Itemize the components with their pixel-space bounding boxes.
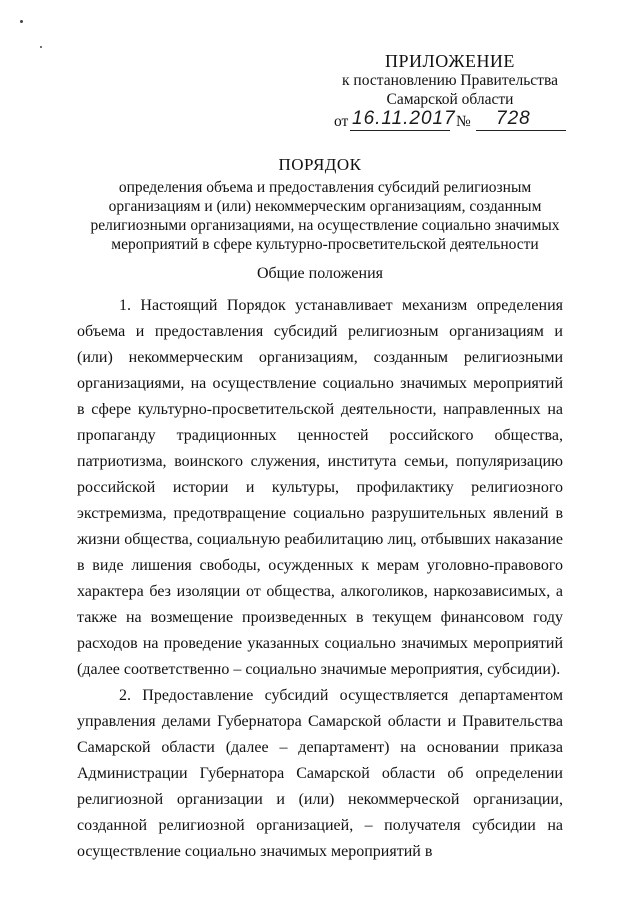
appendix-block <box>300 52 600 131</box>
date-prefix: от <box>334 113 349 130</box>
scan-artifact-dot <box>40 46 42 48</box>
number-underline <box>476 130 566 131</box>
scan-artifact-dot <box>20 20 23 23</box>
appendix-line-region: Самарской области <box>386 91 514 108</box>
handwritten-number: 728 <box>496 108 531 129</box>
handwritten-date: 16.11.2017 <box>352 108 456 129</box>
appendix-line-resolution: к постановлению Правительства <box>342 72 558 89</box>
section-heading: Общие положения <box>256 265 384 282</box>
date-underline <box>350 130 450 131</box>
paragraph-2: 2. Предоставление субсидий осуществляется департаментом управления делами Губернатора Самарской области и Правительства Самарской области (далее – департамент) на основании приказа Администрации Губернатора Самарской области об определении религиозной организации и (или) некоммерческой организации, созданной религиозной организацией, – получателя субсидии на осуществление социально значимых мероприятий в <box>77 687 563 860</box>
document-title: ПОРЯДОК <box>278 155 362 174</box>
paragraph-1: 1. Настоящий Порядок устанавливает механизм определения объема и предоставления субсидий религиозным организациям и (или) некоммерческим организациям, созданным религиозными организациями, на осуществление социально значимых мероприятий в сфере культурно-просветительской деятельности, направленных на пропаганду традиционных ценностей российского общества, патриотизма, воинского служения, института семьи, популяризацию российской истории и культуры, профилактику религиозного экстремизма, предотвращение социально разрушительных явлений в жизни общества, социальную реабилитацию лиц, отбывших наказание в виде лишения свободы, осужденных к мерам уголовно-правового характера без изоляции от общества, алкоголиков, наркозависимых, а также на возмещение произведенных в текущем финансовом году расходов на проведение указанных социально значимых мероприятий (далее соответственно – социально значимые мероприятия, субсидии). <box>77 297 563 678</box>
document-subtitle: определения объема и предоставления субсидий религиозным организациям и (или) некоммерческим организациям, созданным религиозными организациями, на осуществление социально значимых мероприятий в сфере культурно-просветительской деятельности <box>90 179 560 253</box>
appendix-title: ПРИЛОЖЕНИЕ <box>385 51 515 71</box>
number-label: № <box>456 113 471 130</box>
appendix-date-line <box>300 109 600 131</box>
